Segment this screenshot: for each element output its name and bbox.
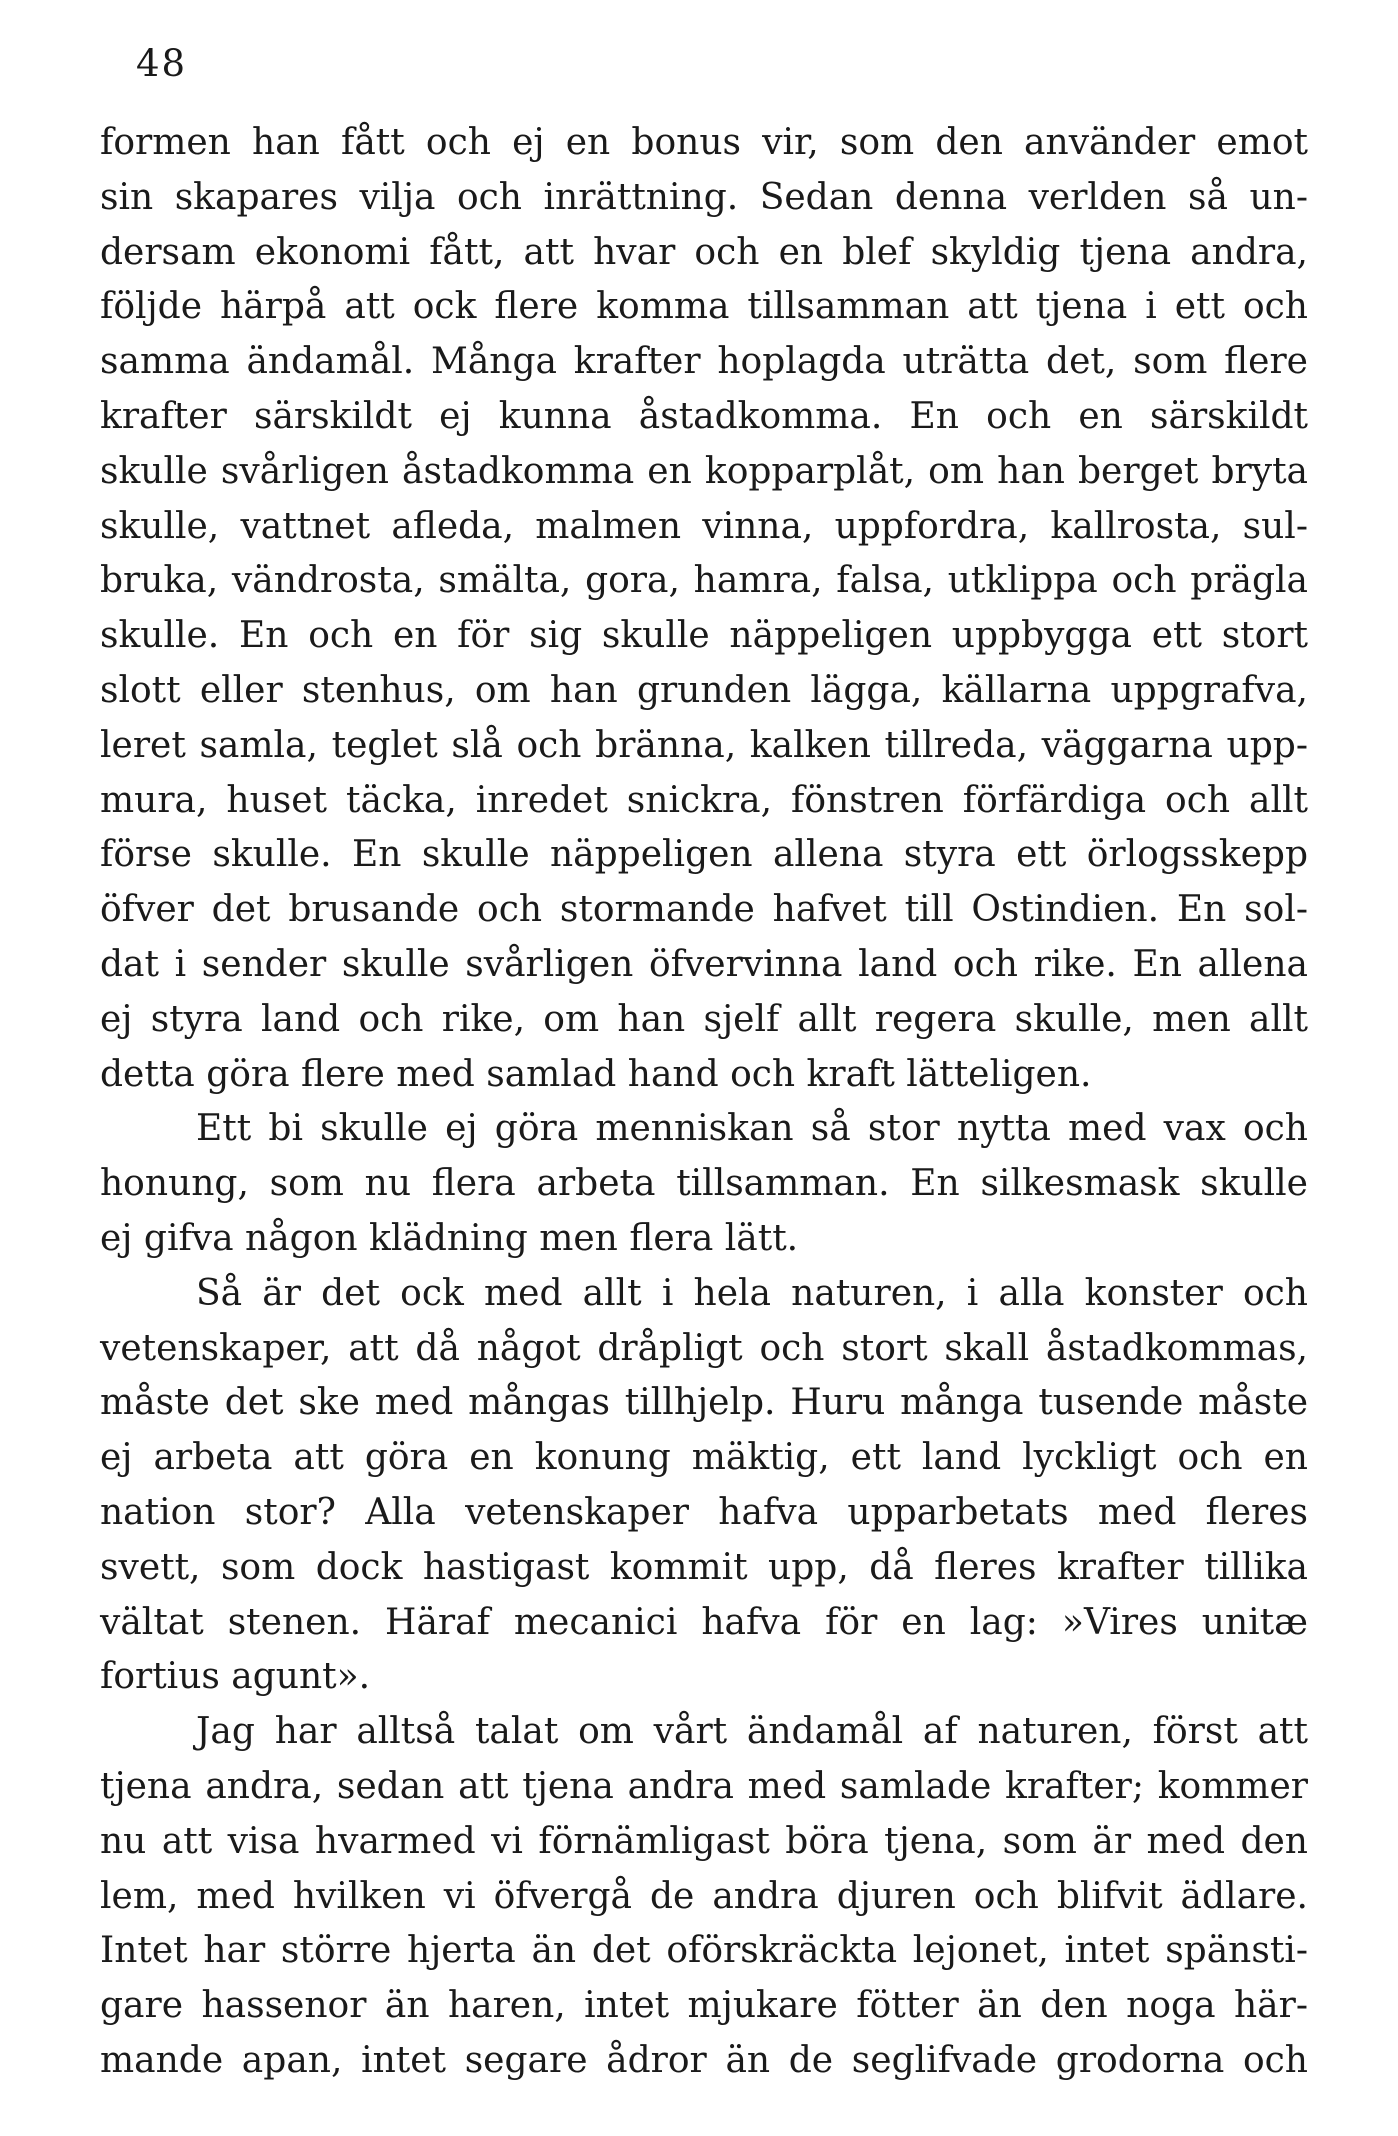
text-line: honung, som nu flera arbeta tillsamman. En silkesmask skulle xyxy=(100,1163,1308,1205)
text-line: Intet har större hjerta än det oförskräckta lejonet, intet spänsti- xyxy=(100,1930,1308,1972)
text-line: Jag har alltså talat om vårt ändamål af naturen, först att xyxy=(196,1711,1308,1753)
text-line: skulle, vattnet afleda, malmen vinna, uppfordra, kallrosta, sul- xyxy=(100,505,1308,547)
text-line: dersam ekonomi fått, att hvar och en blef skyldig tjena andra, xyxy=(100,231,1308,273)
text-line: måste det ske med mångas tillhjelp. Huru många tusende måste xyxy=(100,1382,1308,1424)
text-line: ej styra land och rike, om han sjelf allt regera skulle, men allt xyxy=(100,998,1308,1040)
text-line: tjena andra, sedan att tjena andra med samlade krafter; kommer xyxy=(100,1765,1308,1807)
text-line: mande apan, intet segare ådror än de seglifvade grodorna och xyxy=(100,2039,1308,2081)
text-line: skulle svårligen åstadkomma en kopparplåt, om han berget bryta xyxy=(100,450,1308,492)
text-line: vältat stenen. Häraf mecanici hafva för en lag: »Vires unitæ xyxy=(100,1601,1308,1643)
text-line: bruka, vändrosta, smälta, gora, hamra, falsa, utklippa och prägla xyxy=(100,560,1308,602)
body-text xyxy=(100,116,1308,2089)
text-line: fortius agunt». xyxy=(100,1656,371,1698)
text-line: detta göra flere med samlad hand och kraft lätteligen. xyxy=(100,1053,1092,1095)
text-line: dat i sender skulle svårligen öfvervinna land och rike. En allena xyxy=(100,943,1308,985)
text-line: ej gifva någon klädning men flera lätt. xyxy=(100,1217,799,1259)
text-line: öfver det brusande och stormande hafvet till Ostindien. En sol- xyxy=(100,889,1308,931)
text-line: gare hassenor än haren, intet mjukare fötter än den noga här- xyxy=(100,1985,1308,2027)
text-line: skulle. En och en för sig skulle näppeligen uppbygga ett stort xyxy=(100,615,1308,657)
text-line: ej arbeta att göra en konung mäktig, ett land lyckligt och en xyxy=(100,1437,1308,1479)
text-line: mura, huset täcka, inredet snickra, fönstren förfärdiga och allt xyxy=(100,779,1308,821)
text-line: leret samla, teglet slå och bränna, kalken tillreda, väggarna upp- xyxy=(100,724,1308,766)
page-number: 48 xyxy=(136,42,188,85)
text-line: svett, som dock hastigast kommit upp, då fleres krafter tillika xyxy=(100,1546,1308,1588)
text-line: Så är det ock med allt i hela naturen, i alla konster och xyxy=(196,1272,1308,1314)
text-line: nation stor? Alla vetenskaper hafva upparbetats med fleres xyxy=(100,1491,1308,1533)
text-line: Ett bi skulle ej göra menniskan så stor nytta med vax och xyxy=(196,1108,1308,1150)
text-line: följde härpå att ock flere komma tillsamman att tjena i ett och xyxy=(100,286,1308,328)
text-line: nu att visa hvarmed vi förnämligast böra tjena, som är med den xyxy=(100,1820,1308,1862)
text-line: vetenskaper, att då något dråpligt och stort skall åstadkommas, xyxy=(100,1327,1308,1369)
text-line: lem, med hvilken vi öfvergå de andra djuren och blifvit ädlare. xyxy=(100,1875,1308,1917)
text-line: krafter särskildt ej kunna åstadkomma. En och en särskildt xyxy=(100,395,1308,437)
text-line: förse skulle. En skulle näppeligen allena styra ett örlogsskepp xyxy=(100,834,1308,876)
text-line: samma ändamål. Många krafter hoplagda uträtta det, som flere xyxy=(100,341,1308,383)
text-line: formen han fått och ej en bonus vir, som den använder emot xyxy=(100,122,1308,163)
text-line: slott eller stenhus, om han grunden lägga, källarna uppgrafva, xyxy=(100,669,1308,711)
text-line: sin skapares vilja och inrättning. Sedan denna verlden så un- xyxy=(100,176,1308,218)
